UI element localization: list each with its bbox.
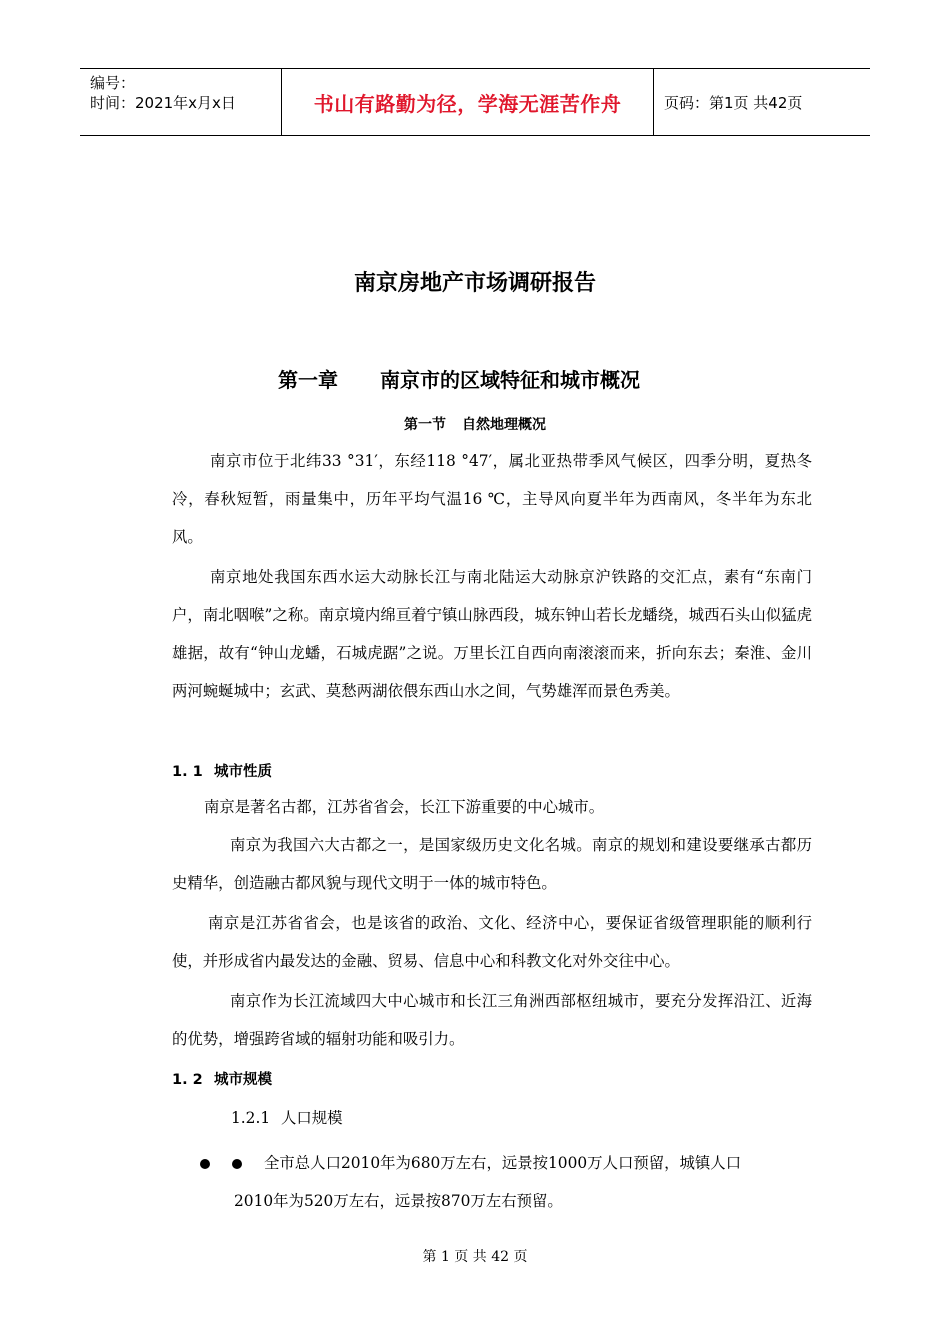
document-title: 南京房地产市场调研报告 [353,271,596,296]
paragraph-climate: 南京市位于北纬33 °31′，东经118 °47′，属北亚热带季风气候区，四季分明，夏热冬冷，春秋短暂，雨量集中，历年平均气温16 ℃，主导风向夏半年为西南风，冬半年为东北风。 [172,452,812,546]
page-footer: 第 1 页 共 42 页 [422,1249,528,1265]
subsection-heading-1-2 [172,1068,272,1089]
serial-label: 编号： [90,74,136,92]
header-meta-cell [80,69,281,135]
subsection-heading-1-2-1 [231,1106,343,1128]
paragraph-provincial-capital: 南京是江苏省省会，也是该省的政治、文化、经济中心，要保证省级管理职能的顺利行使，并形成省内最发达的金融、贸易、信息中心和科教文化对外交往中心。 [172,914,812,970]
time-label: 时间：2021年x月x日 [90,94,236,112]
subsection-title: 人口规模 [281,1109,343,1127]
page-info-text: 页码：第1页 共42页 [664,93,803,112]
section-heading [0,414,950,434]
bullet-dot-icon [200,1159,210,1169]
motto-cell [281,69,654,135]
paragraph-regional-hub: 南京作为长江流域四大中心城市和长江三角洲西部枢纽城市，要充分发挥沿江、近海的优势，增强跨省域的辐射功能和吸引力。 [172,992,812,1048]
paragraph-ancient-capital: 南京为我国六大古都之一，是国家级历史文化名城。南京的规划和建设要继承古都历史精华，创造融古都风貌与现代文明于一体的城市特色。 [172,836,812,892]
subsection-title: 城市性质 [214,764,272,780]
bullet-text-line2: 2010年为520万左右，远景按870万左右预留。 [234,1192,563,1210]
bullet-dot-icon [232,1159,242,1169]
page-info-cell [654,69,870,135]
subsection-number: 1.2.1 [231,1109,271,1127]
bullet-item-population [200,1144,741,1220]
subsection-number: 1. 2 [172,1072,203,1088]
header-table [80,68,870,136]
chapter-title: 南京市的区域特征和城市概况 [380,368,640,392]
bullet-text-line1: 全市总人口2010年为680万左右，远景按1000万人口预留，城镇人口 [264,1154,742,1172]
motto-text: 书山有路勤为径，学海无涯苦作舟 [313,91,622,116]
paragraph-geography: 南京地处我国东西水运大动脉长江与南北陆运大动脉京沪铁路的交汇点，素有“东南门户，南北咽喉”之称。南京境内绵亘着宁镇山脉西段，城东钟山若长龙蟠绕，城西石头山似猛虎雄据，故有“钟山龙蟠，石城虎踞”之说。万里长江自西向南滚滚而来，折向东去；秦淮、金川两河蜿蜒城中；玄武、莫愁两湖依偎东西山水之间，气势雄浑而景色秀美。 [172,568,812,700]
section-number: 第一节 [404,417,446,433]
subsection-title: 城市规模 [214,1072,272,1088]
chapter-number: 第一章 [278,368,338,392]
chapter-heading [278,364,640,393]
subsection-number: 1. 1 [172,764,203,780]
paragraph-city-nature: 南京是著名古都，江苏省省会，长江下游重要的中心城市。 [204,798,605,816]
section-title: 自然地理概况 [462,417,546,433]
subsection-heading-1-1 [172,760,272,781]
